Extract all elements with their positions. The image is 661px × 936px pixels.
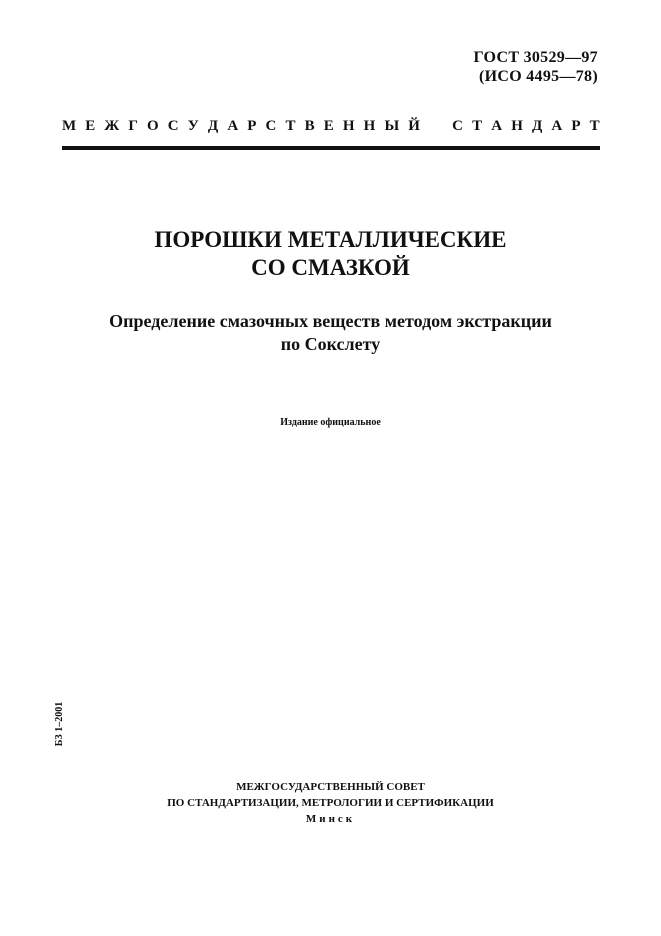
series-letter: Д (207, 118, 219, 134)
series-word-gap (429, 117, 443, 135)
series-letter: А (491, 118, 503, 134)
series-letter: Н (342, 118, 355, 134)
series-letter: Д (531, 118, 543, 134)
standard-number: ГОСТ 30529—97 (473, 49, 598, 66)
series-letter: С (167, 118, 179, 134)
series-letter: Н (363, 118, 376, 134)
series-letter: Ы (384, 118, 400, 134)
series-letter: У (187, 118, 199, 134)
publisher-line-1: МЕЖГОСУДАРСТВЕННЫЙ СОВЕТ (236, 781, 425, 793)
series-letter: С (452, 118, 464, 134)
series-letter: Е (323, 118, 334, 134)
series-letter: Ж (104, 118, 120, 134)
subtitle-line-1: Определение смазочных веществ методом экстракции (109, 311, 552, 331)
title-line-2: СО СМАЗКОЙ (251, 255, 410, 280)
series-letter: Р (571, 118, 581, 134)
series-letter: Т (472, 118, 483, 134)
publisher-block (0, 779, 661, 827)
series-letter: С (265, 118, 277, 134)
document-identifier (473, 48, 598, 86)
side-code: БЗ 1–2001 (54, 701, 65, 747)
document-title (0, 226, 661, 282)
edition-note: Издание официальное (280, 417, 381, 428)
series-letter: А (551, 118, 563, 134)
series-letter: М (62, 118, 77, 134)
series-letter: Р (247, 118, 257, 134)
standard-series-heading (62, 117, 600, 135)
series-letter: Г (128, 118, 138, 134)
series-letter: Т (285, 118, 296, 134)
series-letter: Т (589, 118, 600, 134)
series-letter: В (304, 118, 315, 134)
series-letter: Е (85, 118, 96, 134)
publisher-line-2: ПО СТАНДАРТИЗАЦИИ, МЕТРОЛОГИИ И СЕРТИФИКАЦИИ (167, 797, 494, 809)
subtitle-line-2: по Сокслету (280, 334, 381, 354)
publisher-city: Минск (305, 813, 356, 825)
series-letter: А (227, 118, 239, 134)
series-letter: Й (408, 118, 420, 134)
title-line-1: ПОРОШКИ МЕТАЛЛИЧЕСКИЕ (154, 227, 507, 252)
series-letter: О (147, 118, 159, 134)
document-subtitle (0, 310, 661, 356)
iso-number: (ИСО 4495—78) (478, 68, 598, 85)
heading-rule (62, 146, 600, 150)
series-letter: Н (511, 118, 523, 134)
